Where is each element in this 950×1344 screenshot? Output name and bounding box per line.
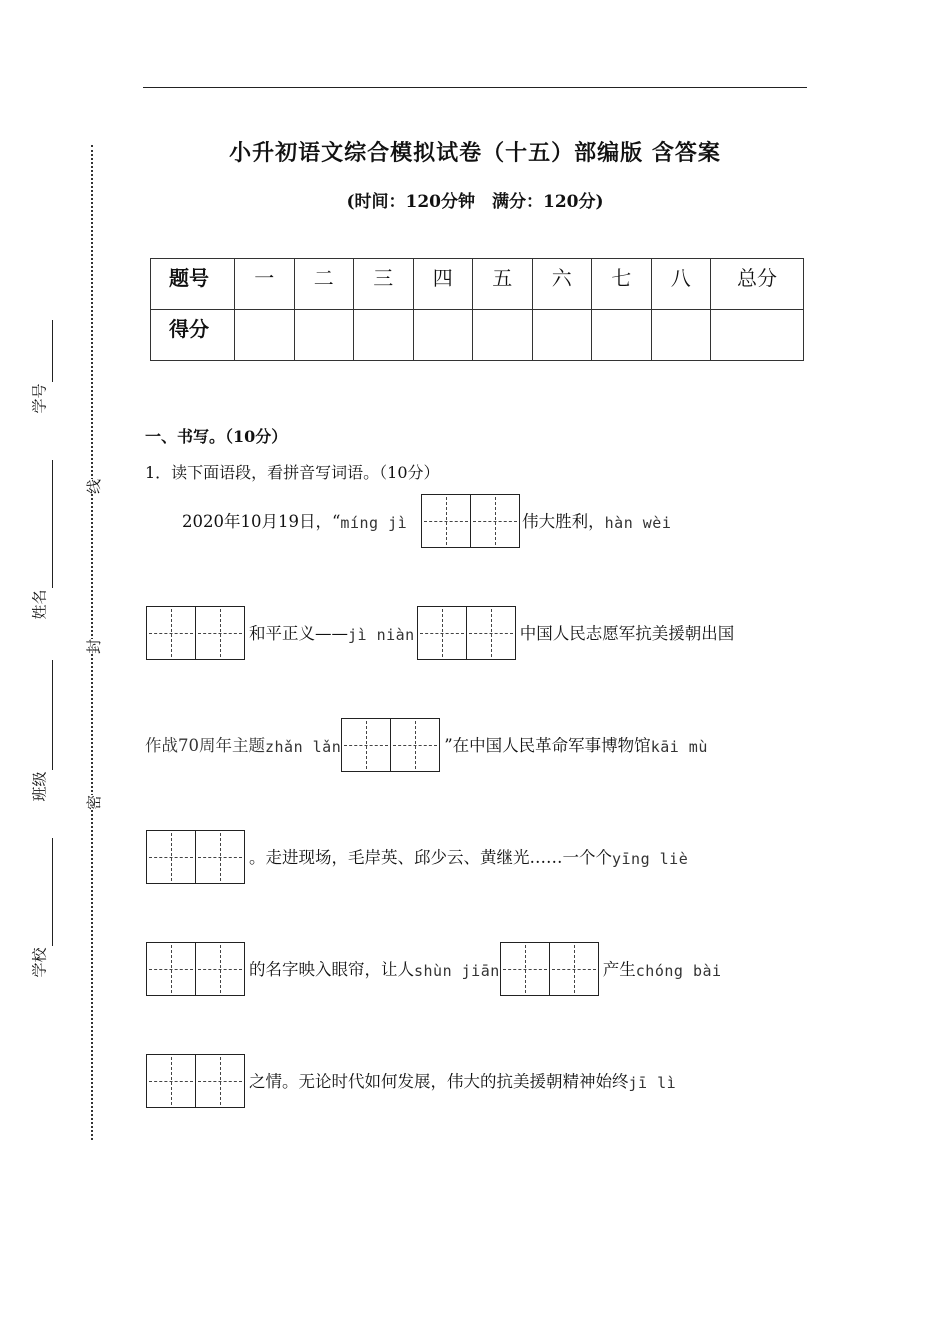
passage-text: 和平正义—— [249, 624, 348, 643]
table-cell-header: 四 [413, 259, 473, 310]
passage-line-1 [182, 494, 671, 548]
student-id-label: 学号 [30, 383, 49, 414]
seal-mark-xian: 线 [85, 478, 104, 495]
pinyin-prompt: chóng bài [635, 962, 722, 980]
passage-line-4 [146, 830, 688, 884]
answer-grid[interactable] [341, 718, 440, 772]
score-cell[interactable] [235, 310, 295, 361]
table-cell-header: 七 [592, 259, 652, 310]
pinyin-prompt: zhǎn lǎn [265, 738, 342, 756]
pinyin-prompt: míng jì [340, 514, 408, 532]
pinyin-prompt: jì niàn [348, 626, 415, 644]
passage-line-6 [146, 1054, 676, 1108]
score-cell[interactable] [294, 310, 354, 361]
table-cell-header: 总分 [711, 259, 804, 310]
score-cell[interactable] [651, 310, 711, 361]
answer-grid[interactable] [417, 606, 516, 660]
top-rule [143, 87, 807, 88]
score-cell[interactable] [592, 310, 652, 361]
name-blank[interactable] [52, 460, 53, 588]
score-cell[interactable] [711, 310, 804, 361]
answer-grid[interactable] [500, 942, 599, 996]
score-table-header-row [151, 259, 804, 310]
seal-mark-feng: 封 [85, 638, 104, 655]
student-id-blank[interactable] [52, 320, 53, 382]
passage-text: 之情。无论时代如何发展，伟大的抗美援朝精神始终 [249, 1072, 629, 1091]
table-cell-header: 题号 [151, 259, 235, 310]
answer-grid[interactable] [146, 942, 245, 996]
score-cell[interactable] [473, 310, 533, 361]
passage-text: 作战70周年主题 [145, 736, 265, 755]
score-table [150, 258, 804, 361]
score-cell[interactable] [354, 310, 414, 361]
answer-grid[interactable] [421, 494, 520, 548]
pinyin-prompt: hàn wèi [604, 514, 672, 532]
score-cell[interactable] [413, 310, 473, 361]
passage-text: 。走进现场，毛岸英、邱少云、黄继光……一个个 [249, 848, 612, 867]
table-cell-header: 一 [235, 259, 295, 310]
class-blank[interactable] [52, 660, 53, 770]
table-cell-header: 二 [294, 259, 354, 310]
score-table-score-row [151, 310, 804, 361]
table-cell-header: 五 [473, 259, 533, 310]
section-heading: 一、书写。（10分） [145, 427, 288, 446]
passage-line-2 [146, 606, 734, 660]
name-label: 姓名 [30, 589, 49, 620]
passage-line-5 [146, 942, 722, 996]
passage-text: 产生 [602, 960, 636, 979]
page-title: 小升初语文综合模拟试卷（十五）部编版 含答案 [229, 141, 721, 166]
class-label: 班级 [30, 771, 49, 802]
table-cell-header: 六 [532, 259, 592, 310]
pinyin-prompt: shùn jiān [414, 962, 500, 980]
passage-text: 中国人民志愿军抗美援朝出国 [519, 624, 735, 643]
seal-mark-mi: 密 [85, 794, 104, 811]
answer-grid[interactable] [146, 1054, 245, 1108]
pinyin-prompt: jī lì [628, 1074, 677, 1092]
table-cell-header: 八 [651, 259, 711, 310]
pinyin-prompt: kāi mù [650, 738, 708, 756]
passage-text: 的名字映入眼帘，让人 [249, 960, 414, 979]
passage-text: ”在中国人民革命军事博物馆 [444, 736, 651, 755]
answer-grid[interactable] [146, 830, 245, 884]
table-cell-header: 三 [354, 259, 414, 310]
pinyin-prompt: yīng liè [612, 850, 689, 868]
score-cell[interactable] [532, 310, 592, 361]
time-score-info: (时间：120分钟 满分：120分) [346, 192, 604, 212]
school-blank[interactable] [52, 838, 53, 946]
passage-text: 2020年10月19日，“ [182, 512, 341, 531]
passage-text: 伟大胜利， [522, 512, 605, 531]
answer-grid[interactable] [146, 606, 245, 660]
passage-line-3 [145, 718, 708, 772]
score-row-label: 得分 [151, 310, 235, 361]
question-1-prompt: 1．读下面语段，看拼音写词语。（10分） [145, 463, 440, 482]
school-label: 学校 [30, 947, 49, 978]
